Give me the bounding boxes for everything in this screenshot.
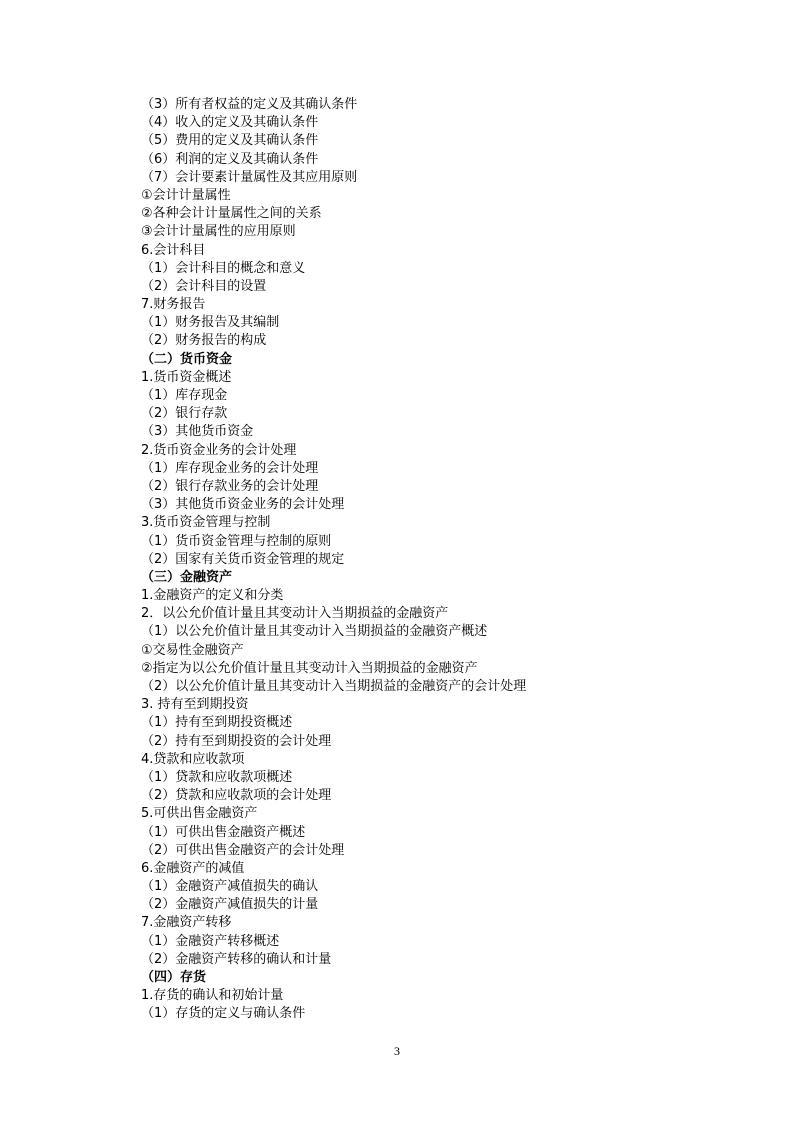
- outline-item: 3. 持有至到期投资: [141, 697, 249, 713]
- outline-item: （3）其他货币资金: [141, 424, 254, 440]
- section-heading: （二）货币资金: [141, 351, 233, 367]
- outline-item: ②各种会计计量属性之间的关系: [141, 206, 322, 222]
- outline-item: （6）利润的定义及其确认条件: [141, 151, 319, 167]
- outline-item: （3）所有者权益的定义及其确认条件: [141, 97, 358, 112]
- outline-item: （2）银行存款业务的会计处理: [141, 478, 319, 494]
- outline-item: （2）财务报告的构成: [141, 333, 267, 349]
- outline-item: （1）金融资产转移概述: [141, 933, 280, 949]
- outline-item: 2.货币资金业务的会计处理: [141, 442, 297, 458]
- outline-item: ①交易性金融资产: [141, 642, 244, 658]
- outline-item: （1）可供出售金融资产概述: [141, 824, 306, 840]
- outline-item: 1.货币资金概述: [141, 369, 232, 385]
- outline-item: （1）以公允价值计量且其变动计入当期损益的金融资产概述: [141, 624, 488, 640]
- outline-item: 1.金融资产的定义和分类: [141, 588, 284, 604]
- outline-item: 6.金融资产的减值: [141, 860, 245, 876]
- outline-content: [141, 96, 701, 1024]
- outline-item: （4）收入的定义及其确认条件: [141, 115, 319, 131]
- outline-item: （1）持有至到期投资概述: [141, 715, 293, 731]
- outline-item: ③会计计量属性的应用原则: [141, 224, 296, 240]
- outline-item: 2．以公允价值计量且其变动计入当期损益的金融资产: [141, 606, 449, 622]
- outline-item: （2）金融资产转移的确认和计量: [141, 951, 332, 967]
- outline-item: （1）库存现金业务的会计处理: [141, 460, 319, 476]
- outline-item: （5）费用的定义及其确认条件: [141, 133, 319, 149]
- outline-item: （3）其他货币资金业务的会计处理: [141, 497, 345, 513]
- outline-item: 3.货币资金管理与控制: [141, 515, 271, 531]
- outline-item: （1）存货的定义与确认条件: [141, 1006, 306, 1022]
- section-heading: （三）金融资产: [141, 569, 233, 585]
- outline-item: 7.金融资产转移: [141, 915, 232, 931]
- outline-item: 1.存货的确认和初始计量: [141, 988, 284, 1004]
- outline-item: （2）会计科目的设置: [141, 278, 267, 294]
- outline-item: （2）银行存款: [141, 406, 228, 422]
- outline-item: 6.会计科目: [141, 242, 206, 258]
- outline-item: 5.可供出售金融资产: [141, 806, 258, 822]
- outline-item: （7）会计要素计量属性及其应用原则: [141, 169, 358, 185]
- outline-item: （2）贷款和应收款项的会计处理: [141, 788, 332, 804]
- outline-item: ①会计计量属性: [141, 187, 231, 203]
- outline-item: 7.财务报告: [141, 297, 206, 313]
- outline-item: （2）以公允价值计量且其变动计入当期损益的金融资产的会计处理: [141, 679, 527, 694]
- outline-item: （1）会计科目的概念和意义: [141, 260, 306, 276]
- outline-item: （2）可供出售金融资产的会计处理: [141, 842, 345, 858]
- section-heading: （四）存货: [141, 970, 207, 985]
- outline-item: （2）持有至到期投资的会计处理: [141, 733, 332, 749]
- outline-item: ②指定为以公允价值计量且其变动计入当期损益的金融资产: [141, 660, 478, 676]
- outline-item: （2）国家有关货币资金管理的规定: [141, 551, 345, 567]
- outline-item: 4.贷款和应收款项: [141, 751, 245, 767]
- outline-item: （1）贷款和应收款项概述: [141, 769, 293, 785]
- outline-item: （1）库存现金: [141, 388, 228, 403]
- outline-item: （1）货币资金管理与控制的原则: [141, 533, 332, 549]
- page-number: 3: [394, 1044, 400, 1058]
- outline-item: （2）金融资产减值损失的计量: [141, 897, 319, 913]
- outline-item: （1）财务报告及其编制: [141, 315, 280, 331]
- outline-item: （1）金融资产减值损失的确认: [141, 879, 319, 895]
